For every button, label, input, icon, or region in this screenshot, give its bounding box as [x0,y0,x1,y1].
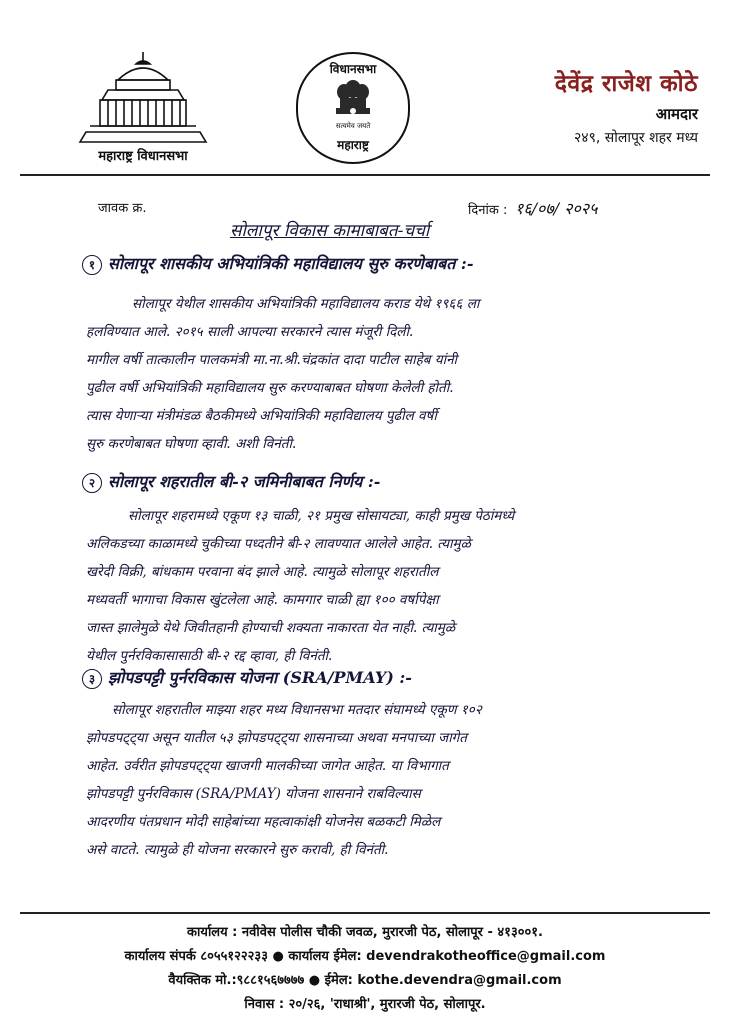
date-label: दिनांक : [468,203,508,218]
paragraph-line: त्यास येणाऱ्या मंत्रीमंडळ बैठकीमध्ये अभियांत्रिकी महाविद्यालय पुढील वर्षी [86,408,437,424]
personal-contact: वैयक्तिक मो.:९८८१५६७७७७ ● ईमेल: kothe.devendra@gmail.com [168,973,562,988]
emblem-top-label: विधानसभा [329,62,377,76]
section-heading-text: सोलापूर शहरातील बी-२ जमिनीबाबत निर्णय :- [108,472,381,491]
emblem-motto: सत्यमेव जयते [335,122,371,130]
mla-constituency: २४९, सोलापूर शहर मध्य [574,130,698,146]
paragraph-line: हलविण्यात आले. २०१५ साली आपल्या सरकारने त्यास मंजूरी दिली. [86,324,414,340]
assembly-building-logo [78,50,208,146]
outward-number-label: जावक क्र. [98,201,147,216]
paragraph-line: मध्यवर्ती भागाचा विकास खुंटलेला आहे. कामगार चाळी ह्या १०० वर्षापेक्षा [86,592,439,608]
emblem-bottom-label: महाराष्ट्र [337,138,369,152]
paragraph-line: मागील वर्षी तात्कालीन पालकमंत्री मा.ना.श्री.चंद्रकांत दादा पाटील साहेब यांनी [86,352,458,368]
section-number-badge: २ [82,473,102,493]
header-divider [20,174,710,176]
section-heading [82,252,473,275]
paragraph-line: खरेदी विक्री, बांधकाम परवाना बंद झाले आहे. त्यामुळे सोलापूर शहरातील [86,564,439,580]
section-heading-text: सोलापूर शासकीय अभियांत्रिकी महाविद्यालय सुरु करणेबाबत :- [108,254,474,273]
letter-title: सोलापूर विकास कामाबाबत-चर्चा [230,221,430,241]
paragraph-line: सोलापूर शहरामध्ये एकूण १३ चाळी, २१ प्रमुख सोसायट्या, काही प्रमुख पेठांमध्ये [128,508,515,524]
section-number-badge: ३ [82,669,102,689]
mla-title: आमदार [655,105,698,123]
section-number-badge: १ [82,255,102,275]
paragraph-line: असे वाटते. त्यामुळे ही योजना सरकारने सुरु करावी, ही विनंती. [86,842,389,858]
section-heading-text: झोपडपट्टी पुर्नरविकास योजना (SRA/PMAY) :- [108,668,412,687]
paragraph-line: येथील पुर्नरविकासासाठी बी-२ रद्द व्हावा, ही विनंती. [86,648,333,664]
office-contact: कार्यालय संपर्क ८०५५१२२२३३ ● कार्यालय ईमेल: devendrakotheoffice@gmail.com [124,949,606,964]
paragraph-line: सोलापूर शहरातील माझ्या शहर मध्य विधानसभा मतदार संघामध्ये एकूण १०२ [112,702,482,718]
paragraph-line: जास्त झालेमुळे येथे जिवीतहानी होण्याची शक्यता नाकारता येत नाही. त्यामुळे [86,620,456,636]
section-heading [82,470,380,493]
assembly-name: महाराष्ट्र विधानसभा [98,149,188,164]
paragraph-line: पुढील वर्षी अभियांत्रिकी महाविद्यालय सुरु करण्याबाबत घोषणा केलेली होती. [86,380,454,396]
office-address: कार्यालय : नवीवेस पोलीस चौकी जवळ, मुरारजी पेठ, सोलापूर - ४१३००१. [187,925,543,940]
footer-divider [20,912,710,914]
paragraph-line: आहेत. उर्वरीत झोपडपट्ट्या खाजगी मालकीच्या जागेत आहेत. या विभागात [86,758,449,774]
mla-name: देवेंद्र राजेश कोठे [554,71,698,97]
paragraph-line: झोपडपट्टी पुर्नरविकास (SRA/PMAY) योजना शासनाने राबविल्यास [86,786,421,802]
lion-capital-icon [330,78,376,124]
paragraph-line: झोपडपट्ट्या असून यातील ५३ झोपडपट्ट्या शासनाच्या अथवा मनपाच्या जागेत [86,730,467,746]
paragraph-line: सुरु करणेबाबत घोषणा व्हावी. अशी विनंती. [86,436,297,452]
paragraph-line: सोलापूर येथील शासकीय अभियांत्रिकी महाविद्यालय कराड येथे १९६६ ला [132,296,480,312]
residence-address: निवास : २०/२६, 'राधाश्री', मुरारजी पेठ, सोलापूर. [244,997,486,1012]
paragraph-line: आदरणीय पंतप्रधान मोदी साहेबांच्या महत्वाकांक्षी योजनेस बळकटी मिळेल [86,814,441,830]
paragraph-line: अलिकडच्या काळामध्ये चुकीच्या पध्दतीने बी-२ लावण्यात आलेले आहेत. त्यामुळे [86,536,471,552]
date-value: १६/०७/ २०२५ [515,199,598,218]
section-heading [82,666,412,689]
